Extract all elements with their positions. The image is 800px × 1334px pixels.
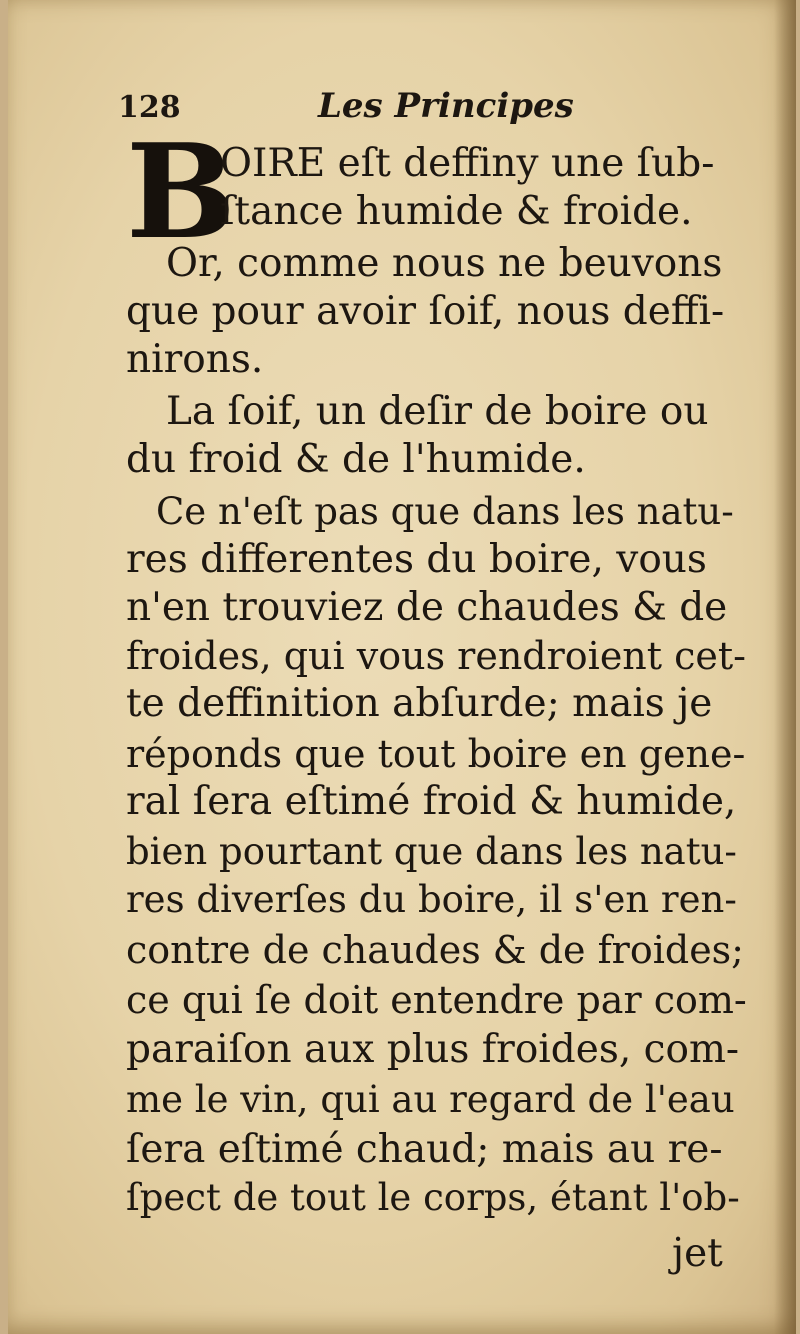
text-line-6: La ſoif, un deſir de boire ou — [166, 389, 709, 434]
running-title: Les Principes — [318, 86, 574, 126]
text-line-7: du froid & de l'humide. — [126, 437, 586, 482]
page-gutter-shadow — [774, 0, 796, 1334]
text-line-15: bien pourtant que dans les natu- — [126, 830, 737, 873]
text-line-10: n'en trouviez de chaudes & de — [126, 585, 728, 630]
book-page — [8, 0, 796, 1334]
text-line-2: ſtance humide & froide. — [220, 189, 693, 234]
text-line-9: res differentes du boire, vous — [126, 537, 707, 582]
text-line-17: contre de chaudes & de froides; — [126, 928, 744, 972]
text-line-19: paraiſon aux plus froides, com- — [126, 1027, 740, 1072]
page-number: 128 — [118, 90, 181, 125]
text-line-3: Or, comme nous ne beuvons — [166, 241, 723, 286]
text-line-12: te deffinition abſurde; mais je — [126, 681, 713, 726]
catchword: jet — [672, 1231, 723, 1276]
text-line-1: OIRE eſt deffiny une ſub- — [220, 141, 715, 186]
text-line-4: que pour avoir ſoif, nous deffi- — [126, 289, 725, 334]
text-line-11: froides, qui vous rendroient cet- — [126, 634, 747, 678]
text-line-16: res diverſes du boire, il s'en ren- — [126, 878, 737, 921]
text-line-13: réponds que tout boire en gene- — [126, 732, 746, 776]
text-line-20: me le vin, qui au regard de l'eau — [126, 1078, 735, 1121]
drop-capital: B — [126, 115, 236, 268]
text-line-5: nirons. — [126, 337, 264, 382]
text-line-22: ſpect de tout le corps, étant l'ob- — [126, 1176, 740, 1219]
text-line-14: ral ſera eſtimé froid & humide, — [126, 779, 737, 824]
text-line-8: Ce n'eſt pas que dans les natu- — [156, 490, 734, 533]
text-line-18: ce qui ſe doit entendre par com- — [126, 978, 747, 1022]
text-line-21: ſera eſtimé chaud; mais au re- — [126, 1127, 723, 1172]
